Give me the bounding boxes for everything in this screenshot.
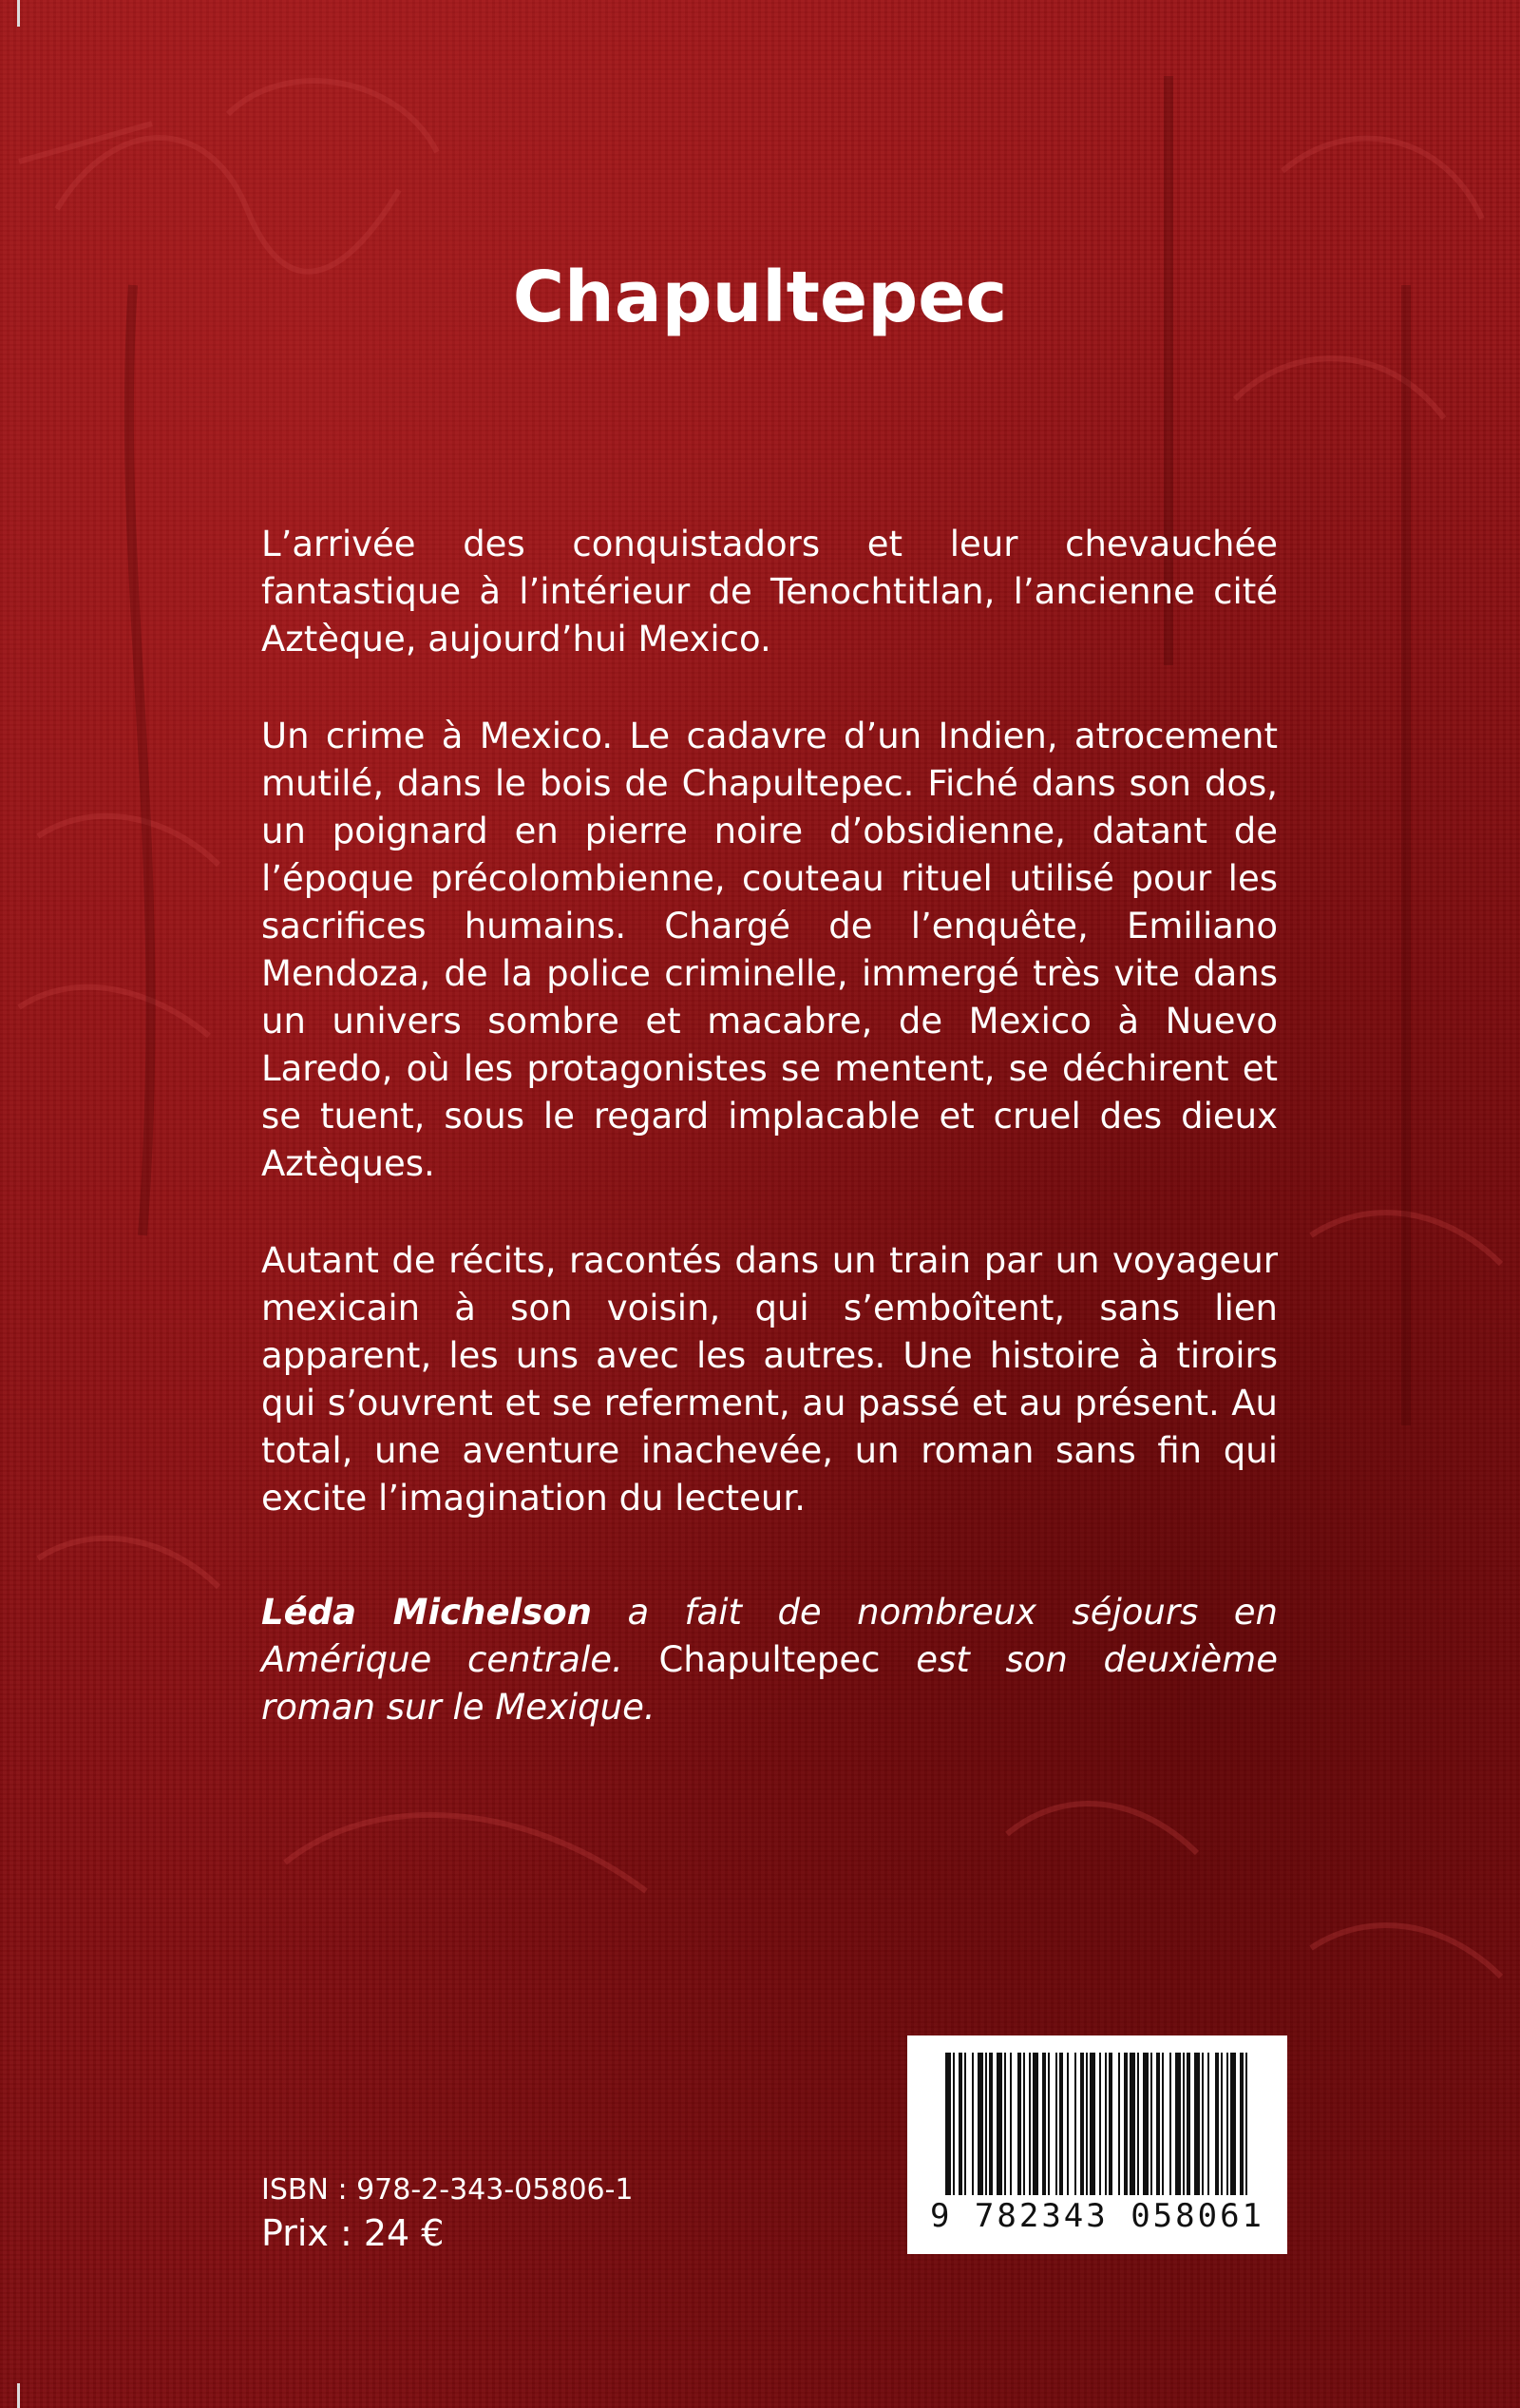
synopsis-paragraph-2: Un crime à Mexico. Le cadavre d’un Indien, atrocement mutilé, dans le bois de Chapultepec. Fiché dans son dos, un poignard en pierre noire d’obsidienne, datant de l’époque précolombienne, couteau rituel utilisé pour les sacrifices humains. Chargé de l’enquête, Emiliano Mendoza, de la police criminelle, immergé très vite dans un univers sombre et macabre, de Mexico à Nuevo Laredo, où les protagonistes se mentent, se déchirent et se tuent, sous le regard implacable et cruel des dieux Aztèques. (261, 716, 1278, 1184)
author-bio (261, 1589, 1278, 1731)
barcode-bar (1105, 2053, 1107, 2195)
bio-text-1: a fait de nombreux séjours en Amérique centrale. (261, 1592, 1279, 1680)
barcode-bar (978, 2053, 983, 2195)
barcode-bar (1017, 2053, 1021, 2195)
barcode-bar (1067, 2053, 1069, 2195)
isbn: ISBN : 978-2-343-05806-1 (261, 2173, 634, 2207)
synopsis-paragraph-1: L’arrivée des conquistadors et leur chevauchée fantastique à l’intérieur de Tenochtitlan, l’ancienne cité Aztèque, aujourd’hui Mexico. (261, 524, 1278, 659)
barcode-bar (985, 2053, 987, 2195)
barcode-bar (1240, 2053, 1244, 2195)
barcode-bar (989, 2053, 993, 2195)
barcode-bar (1023, 2053, 1025, 2195)
barcode-bar (1080, 2053, 1084, 2195)
author-name: Léda Michelson (261, 1592, 593, 1633)
barcode-bar (1109, 2053, 1112, 2195)
barcode-bar (1074, 2053, 1076, 2195)
barcode-bar (964, 2053, 966, 2195)
barcode-bar (1162, 2053, 1164, 2195)
barcode-bar (1137, 2053, 1139, 2195)
crop-mark-top (17, 0, 20, 27)
barcode-bar (1086, 2053, 1088, 2195)
barcode-bar (997, 2053, 1002, 2195)
barcode-bar (1010, 2053, 1012, 2195)
barcode-bar (959, 2053, 962, 2195)
barcode-bar (1175, 2053, 1181, 2195)
barcode-bar (1215, 2053, 1219, 2195)
barcode-bar (1048, 2053, 1050, 2195)
synopsis-paragraph-3: Autant de récits, racontés dans un train par un voyageur mexicain à son voisin, qui s’emboîtent, sans lien apparent, les uns avec les autres. Une histoire à tiroirs qui s’ouvrent et se referment, au passé et au présent. Au total, une aventure inachevée, un roman sans fin qui excite l’imagination du lecteur. (261, 1240, 1278, 1519)
barcode-bar (945, 2053, 951, 2195)
barcode (907, 2035, 1287, 2254)
synopsis (261, 521, 1278, 1572)
barcode-bar (1033, 2053, 1038, 2195)
barcode-digits: 9 782343 058061 (929, 2197, 1265, 2235)
price: Prix : 24 € (261, 2212, 445, 2254)
barcode-bar (1150, 2053, 1152, 2195)
barcode-bar (1118, 2053, 1120, 2195)
bio-book-title: Chapultepec (658, 1639, 881, 1680)
barcode-bar (1004, 2053, 1006, 2195)
barcode-bar (1207, 2053, 1209, 2195)
barcode-bar (1042, 2053, 1046, 2195)
barcode-bar (1226, 2053, 1228, 2195)
book-title: Chapultepec (512, 257, 1008, 338)
barcode-bar (1230, 2053, 1236, 2195)
barcode-bar (1099, 2053, 1101, 2195)
barcode-bar (1029, 2053, 1031, 2195)
barcode-bar (1169, 2053, 1171, 2195)
barcode-bar (1245, 2053, 1247, 2195)
barcode-bars (945, 2053, 1249, 2195)
barcode-bar (1202, 2053, 1204, 2195)
barcode-bar (1187, 2053, 1190, 2195)
barcode-bar (1194, 2053, 1200, 2195)
bio-text-2: est son deuxième roman sur le Mexique. (261, 1639, 1278, 1728)
barcode-bar (972, 2053, 974, 2195)
barcode-bar (953, 2053, 955, 2195)
barcode-bar (1124, 2053, 1128, 2195)
barcode-bar (1156, 2053, 1160, 2195)
barcode-bar (1055, 2053, 1057, 2195)
barcode-bar (1059, 2053, 1063, 2195)
barcode-bar (1090, 2053, 1095, 2195)
crop-mark-bottom (17, 2383, 20, 2408)
barcode-bar (1130, 2053, 1135, 2195)
barcode-bar (1183, 2053, 1185, 2195)
barcode-bar (1143, 2053, 1149, 2195)
barcode-bar (1221, 2053, 1223, 2195)
